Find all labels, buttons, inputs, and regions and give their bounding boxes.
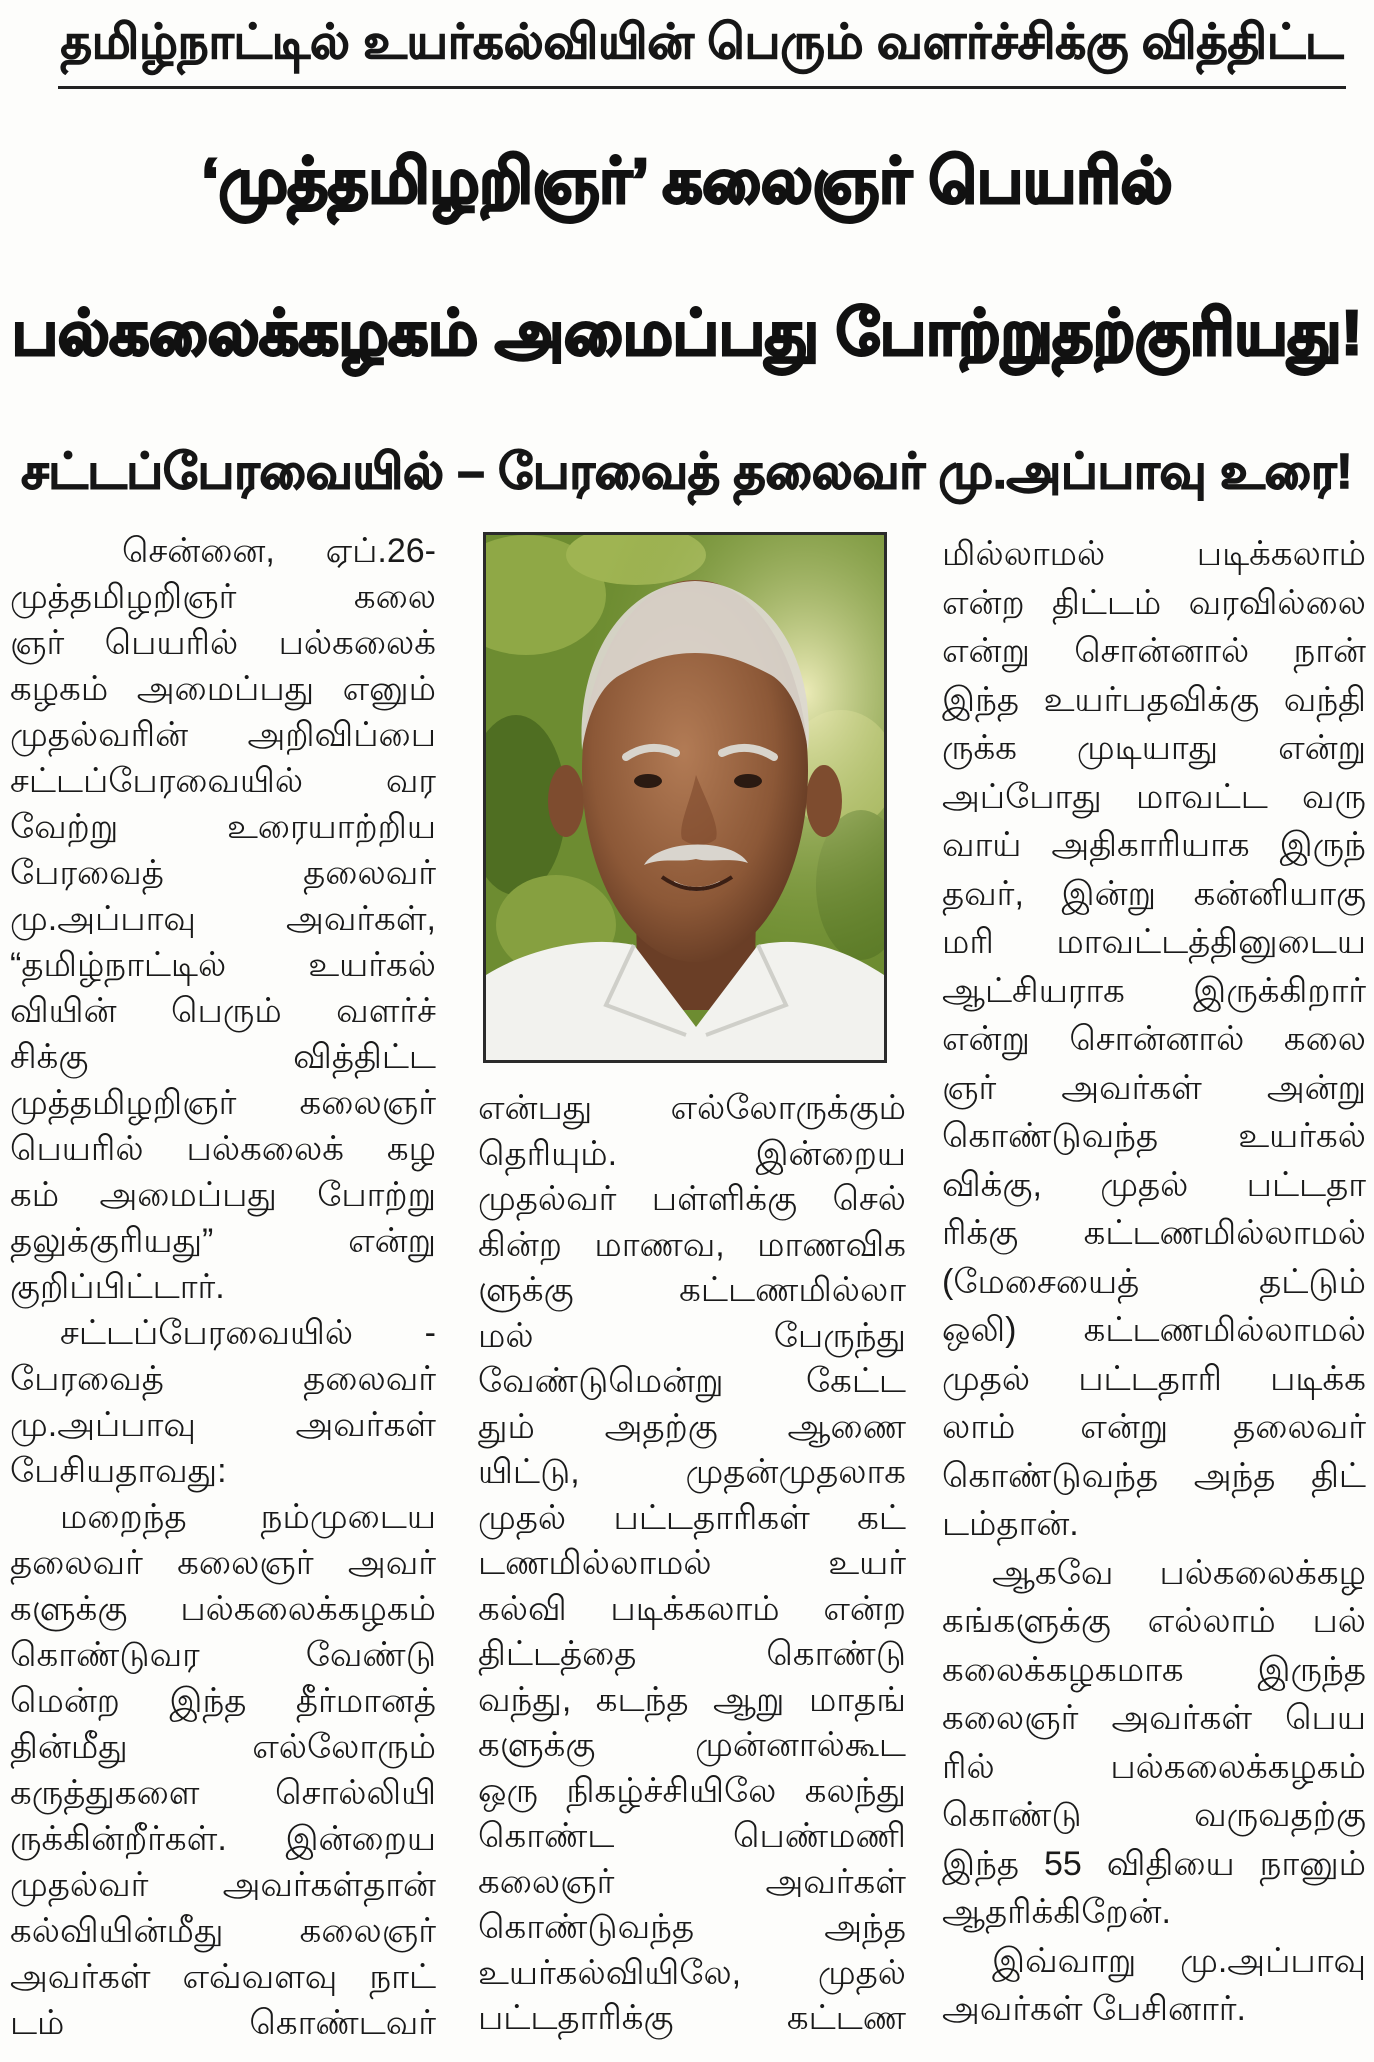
text-line: கொண்டு வருவதற்கு [942, 1796, 1366, 1834]
text-line: கின்ற மாணவ, மாணவிக [478, 1225, 906, 1264]
text-line: முதல்வர் பள்ளிக்கு செல் [478, 1180, 906, 1218]
text-line: ருக்கின்றீர்கள். இன்றைய [10, 1820, 436, 1858]
text-line: கொண்டுவந்த அந்த [478, 1908, 906, 1946]
text-line: ஆட்சியராக இருக்கிறார் [942, 971, 1366, 1010]
paragraph [942, 530, 1366, 1549]
text-line: அவர்கள் பேசினார். [942, 1990, 1246, 2028]
text-line: ரிக்கு கட்டணமில்லாமல் [942, 1214, 1366, 1252]
paragraph [10, 1494, 436, 2046]
text-line: பேசியதாவது: [10, 1452, 227, 1490]
paragraph [478, 1086, 906, 2042]
text-line: பேரவைத் தலைவர் [10, 854, 436, 892]
text-line: வந்து, கடந்த ஆறு மாதங் [478, 1680, 906, 1719]
text-line: பட்டதாரிக்கு கட்டண [478, 1999, 906, 2037]
text-line: என்பது எல்லோருக்கும் [478, 1089, 906, 1127]
text-line: தலைவர் கலைஞர் அவர் [10, 1544, 436, 1582]
text-line: முத்தமிழறிஞர் கலை [10, 578, 436, 616]
text-line: கல்வியின்மீது கலைஞர் [10, 1912, 436, 1950]
text-line: இந்த 55 விதியை நானும் [942, 1844, 1366, 1883]
text-line: என்ற திட்டம் வரவில்லை [942, 583, 1366, 622]
paragraph [10, 574, 436, 1310]
text-line: முதல்வர் அவர்கள்தான் [10, 1866, 436, 1904]
text-line: தும் அதற்கு ஆணை [478, 1407, 906, 1446]
headline-line-1: ‘முத்தமிழறிஞர்’ கலைஞர் பெயரில் [201, 147, 1173, 216]
article-column-1 [10, 528, 436, 2046]
text-line: முத்தமிழறிஞர் கலைஞர் [10, 1084, 436, 1122]
text-line: ஞர் அவர்கள் அன்று [942, 1068, 1366, 1107]
text-line: கொண்டுவந்த உயர்கல் [942, 1117, 1366, 1155]
text-line: கொண்டுவந்த அந்த திட் [942, 1456, 1366, 1495]
text-line: ஞர் பெயரில் பல்கலைக் [10, 624, 436, 662]
text-line: வேற்று உரையாற்றிய [10, 808, 436, 846]
text-line: கம் அமைப்பது போற்று [10, 1176, 436, 1214]
text-line: கங்களுக்கு எல்லாம் பல் [942, 1602, 1366, 1640]
text-line: என்று சொன்னால் கலை [942, 1020, 1366, 1058]
portrait-photo [483, 532, 887, 1063]
text-line: மு.அப்பாவு அவர்கள் [10, 1406, 436, 1444]
paragraph [942, 1937, 1366, 2034]
text-line: சட்டப்பேரவையில் - [60, 1314, 436, 1352]
text-line: ஒலி) கட்டணமில்லாமல் [942, 1311, 1366, 1349]
text-line: டம்தான். [942, 1505, 1079, 1543]
text-line: குறிப்பிட்டார். [10, 1268, 225, 1306]
text-line: “தமிழ்நாட்டில் உயர்கல் [10, 946, 436, 984]
text-line: கலைஞர் அவர்கள் பெய [942, 1699, 1366, 1737]
text-line: யிட்டு, முதன்முதலாக [478, 1453, 906, 1491]
text-line: முதல்வரின் அறிவிப்பை [10, 716, 436, 754]
text-line: வியின் பெரும் வளர்ச் [10, 992, 436, 1030]
text-line: முதல் பட்டதாரிகள் கட் [478, 1498, 906, 1537]
text-line: உயர்கல்வியிலே, முதல் [478, 1953, 906, 1992]
text-line: கொண்டுவர வேண்டு [10, 1636, 436, 1674]
text-line: தின்மீது எல்லோரும் [10, 1728, 436, 1766]
paragraph [942, 1549, 1366, 1937]
text-line: கருத்துகளை சொல்லியி [10, 1774, 436, 1812]
text-line: இந்த உயர்பதவிக்கு வந்தி [942, 680, 1366, 719]
text-line: மறைந்த நம்முடைய [60, 1498, 436, 1536]
text-line: என்று சொன்னால் நான் [942, 632, 1366, 670]
text-line: வாய் அதிகாரியாக இருந் [942, 826, 1366, 864]
text-line: (மேசையைத் தட்டும் [942, 1262, 1366, 1301]
text-line: அவர்கள் எவ்வளவு நாட் [10, 1958, 436, 1996]
text-line: மு.அப்பாவு அவர்கள், [10, 900, 436, 938]
text-line: ஆகவே பல்கலைக்கழ [992, 1553, 1366, 1592]
text-line: வேண்டுமென்று கேட்ட [478, 1362, 906, 1400]
text-line: சட்டப்பேரவையில் வர [10, 762, 436, 800]
text-line: லாம் என்று தலைவர் [942, 1408, 1366, 1446]
text-line: மில்லாமல் படிக்கலாம் [942, 535, 1366, 573]
text-line: கொண்ட பெண்மணி [478, 1817, 906, 1855]
dateline: சென்னை, ஏப்.26- [122, 532, 436, 570]
text-line: களுக்கு பல்கலைக்கழகம் [10, 1590, 436, 1628]
kicker-headline: தமிழ்நாட்டில் உயர்கல்வியின் பெரும் வளர்ச்சிக்கு வித்திட்ட [58, 0, 1346, 89]
text-line: ருக்க முடியாது என்று [942, 729, 1366, 767]
article-column-2 [478, 532, 906, 2042]
text-line: ளுக்கு கட்டணமில்லா [478, 1271, 906, 1309]
text-line: கல்வி படிக்கலாம் என்ற [478, 1589, 906, 1628]
text-line: மென்ற இந்த தீர்மானத் [10, 1682, 436, 1720]
text-line: ஆதரிக்கிறேன். [942, 1893, 1171, 1931]
text-line: பேரவைத் தலைவர் [10, 1360, 436, 1398]
text-line: திட்டத்தை கொண்டு [478, 1635, 906, 1673]
text-line: கழகம் அமைப்பது எனும் [10, 670, 436, 708]
text-line: விக்கு, முதல் பட்டதா [942, 1165, 1366, 1204]
text-line: முதல் பட்டதாரி படிக்க [942, 1359, 1366, 1398]
text-line: பெயரில் பல்கலைக் கழ [10, 1130, 436, 1168]
text-line: கலைக்கழகமாக இருந்த [942, 1650, 1366, 1689]
paragraph [10, 1310, 436, 1494]
text-line: டம் கொண்டவர் [10, 2004, 436, 2042]
text-line: தவர், இன்று கன்னியாகு [942, 874, 1366, 913]
subheadline: சட்டப்பேரவையில் – பேரவைத் தலைவர் மு.அப்பாவு உரை! [21, 445, 1353, 499]
text-line: களுக்கு முன்னால்கூட [478, 1726, 906, 1764]
text-line: சிக்கு வித்திட்ட [10, 1038, 436, 1076]
headline-line-2: பல்கலைக்கழகம் அமைப்பது போற்றுதற்குரியது! [11, 299, 1363, 368]
text-line: ரில் பல்கலைக்கழகம் [942, 1747, 1366, 1786]
text-line: மல் பேருந்து [478, 1316, 906, 1355]
text-line: தெரியும். இன்றைய [478, 1134, 906, 1173]
text-line: கலைஞர் அவர்கள் [478, 1862, 906, 1901]
text-line: தலுக்குரியது” என்று [10, 1222, 436, 1260]
text-line: டணமில்லாமல் உயர் [478, 1544, 906, 1582]
article-column-3 [942, 530, 1366, 2034]
text-line: மரி மாவட்டத்தினுடைய [942, 923, 1366, 961]
text-line: அப்போது மாவட்ட வரு [942, 777, 1366, 816]
text-line: இவ்வாறு மு.அப்பாவு [992, 1941, 1366, 1980]
text-line: ஒரு நிகழ்ச்சியிலே கலந்து [478, 1771, 906, 1810]
portrait-image [486, 535, 884, 1060]
